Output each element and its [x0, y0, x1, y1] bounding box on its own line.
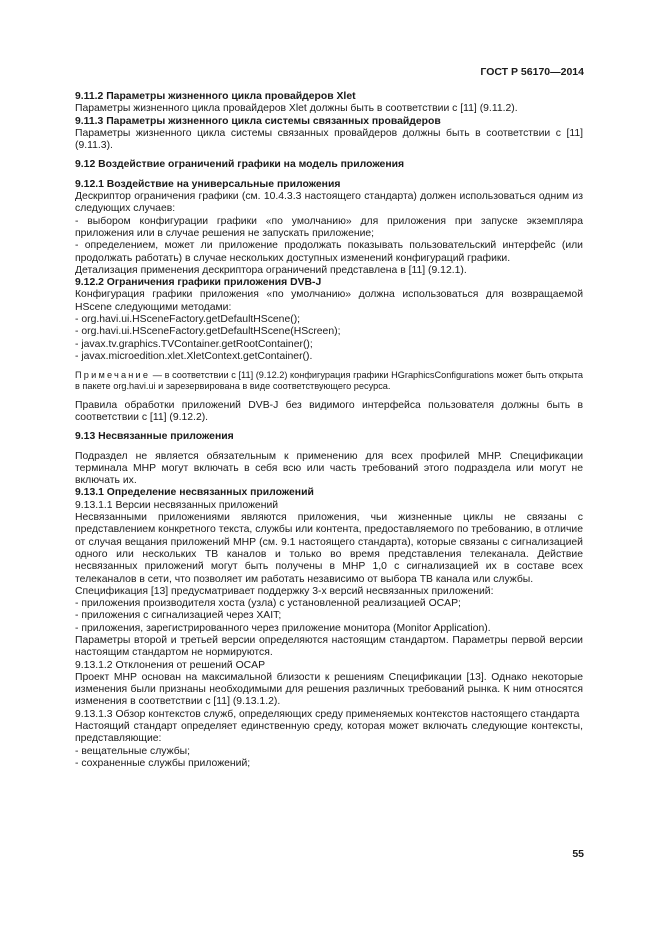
- paragraph: Настоящий стандарт определяет единственную среду, которая может включать следующие контексты, представляющие:: [75, 721, 583, 745]
- section-heading: 9.13 Несвязанные приложения: [75, 431, 234, 443]
- paragraph: Подраздел не является обязательным к применению для всех профилей МНР. Спецификации терминала МНР могут включать в себя всю или часть требований этого подраздела или могут не включать их.: [75, 450, 583, 487]
- note-text: — в соответствии с [11] (9.12.2) конфигурация графики HGraphicsConfigurations может быть открыта в пакете org.havi.ui и зарезервирована в виде соответствующего ресурса.: [75, 370, 583, 392]
- page-number: 55: [572, 848, 584, 860]
- paragraph: - org.havi.ui.HSceneFactory.getDefaultHScene();: [75, 314, 301, 326]
- paragraph: Параметры жизненного цикла провайдеров Xlet должны быть в соответствии с [11] (9.11.2).: [75, 103, 518, 115]
- paragraph: - определением, может ли приложение продолжать показывать пользовательский интерфейс (или продолжать работать) в случае нескольких доступных изменений конфигураций графики.: [75, 240, 583, 264]
- paragraph: 9.13.1.3 Обзор контекстов служб, определяющих среду применяемых контекстов настоящего стандарта: [75, 708, 580, 720]
- paragraph: Параметры второй и третьей версии определяются настоящим стандартом. Параметры первой версии настоящим стандартом не нормируются.: [75, 634, 583, 659]
- paragraph: Детализация применения дескриптора ограничений представлена в [11] (9.12.1).: [75, 264, 467, 276]
- paragraph: 9.13.1.2 Отклонения от решений OCAP: [75, 659, 266, 671]
- paragraph: Параметры жизненного цикла системы связанных провайдеров должны быть в соответствии с [11] (9.11.3).: [75, 127, 583, 152]
- paragraph: - javax.tv.graphics.TVContainer.getRootContainer();: [75, 338, 313, 350]
- section-heading: 9.13.1 Определение несвязанных приложений: [75, 487, 314, 499]
- section-heading: 9.12 Воздействие ограничений графики на модель приложения: [75, 159, 405, 171]
- note-label: Примечание: [75, 370, 151, 381]
- section-heading: 9.12.1 Воздействие на универсальные приложения: [75, 178, 341, 190]
- paragraph: 9.13.1.1 Версии несвязанных приложений: [75, 499, 279, 511]
- paragraph: Правила обработки приложений DVB-J без видимого интерфейса пользователя должны быть в соответствии с [11] (9.12.2).: [75, 399, 583, 423]
- paragraph: - org.havi.ui.HSceneFactory.getDefaultHScene(HScreen);: [75, 326, 341, 338]
- paragraph: - вещательные службы;: [75, 745, 190, 757]
- section-heading: 9.11.2 Параметры жизненного цикла провайдеров Xlet: [75, 91, 356, 102]
- paragraph: Проект МНР основан на максимальной близости к решениям Спецификации [13]. Однако некоторые изменения были признаны необходимыми для решения различных требований рынка. К ним относятся изменения в соответствии с [11] (9.13.1.2).: [75, 671, 583, 708]
- section-heading: 9.11.3 Параметры жизненного цикла системы связанных провайдеров: [75, 115, 441, 127]
- paragraph: - выбором конфигурации графики «по умолчанию» для приложения при запуске экземпляра приложения или в случае решения не запускать приложение;: [75, 215, 583, 239]
- paragraph: - javax.microedition.xlet.XletContext.getContainer().: [75, 350, 313, 362]
- note-paragraph: [75, 370, 583, 392]
- paragraph: - приложения с сигнализацией через XAIT;: [75, 610, 282, 622]
- paragraph: - приложения, зарегистрированного через приложение монитора (Monitor Application).: [75, 622, 491, 634]
- document-body: [75, 91, 583, 770]
- paragraph: Дескриптор ограничения графики (см. 10.4.3.3 настоящего стандарта) должен использоваться одним из следующих случаев:: [75, 191, 583, 215]
- section-heading: 9.12.2 Ограничения графики приложения DVB-J: [75, 277, 322, 289]
- paragraph: - сохраненные службы приложений;: [75, 757, 251, 769]
- paragraph: Несвязанными приложениями являются приложения, чьи жизненные циклы не связаны с представлением конкретного текста, службы или контента, предоставляемого по требованию, в отличие от случая вещания приложений МНР (см. 9.1 настоящего стандарта), которые связаны с сигнализацией одного или нескольких ТВ каналов и только во время представления телеканала. Действие несвязанных приложений могут быть получены в МНР 1,0 с сигнализацией их в составе всех телеканалов в сети, что позволяет им работать независимо от выбора ТВ канала или службы.: [75, 512, 583, 585]
- standard-header: ГОСТ Р 56170—2014: [480, 66, 584, 78]
- paragraph: Спецификация [13] предусматривает поддержку 3-х версий несвязанных приложений:: [75, 585, 494, 597]
- paragraph: - приложения производителя хоста (узла) с установленной реализацией OCAP;: [75, 598, 461, 610]
- paragraph: Конфигурация графики приложения «по умолчанию» должна использоваться для возвращаемой HScene следующими методами:: [75, 289, 583, 313]
